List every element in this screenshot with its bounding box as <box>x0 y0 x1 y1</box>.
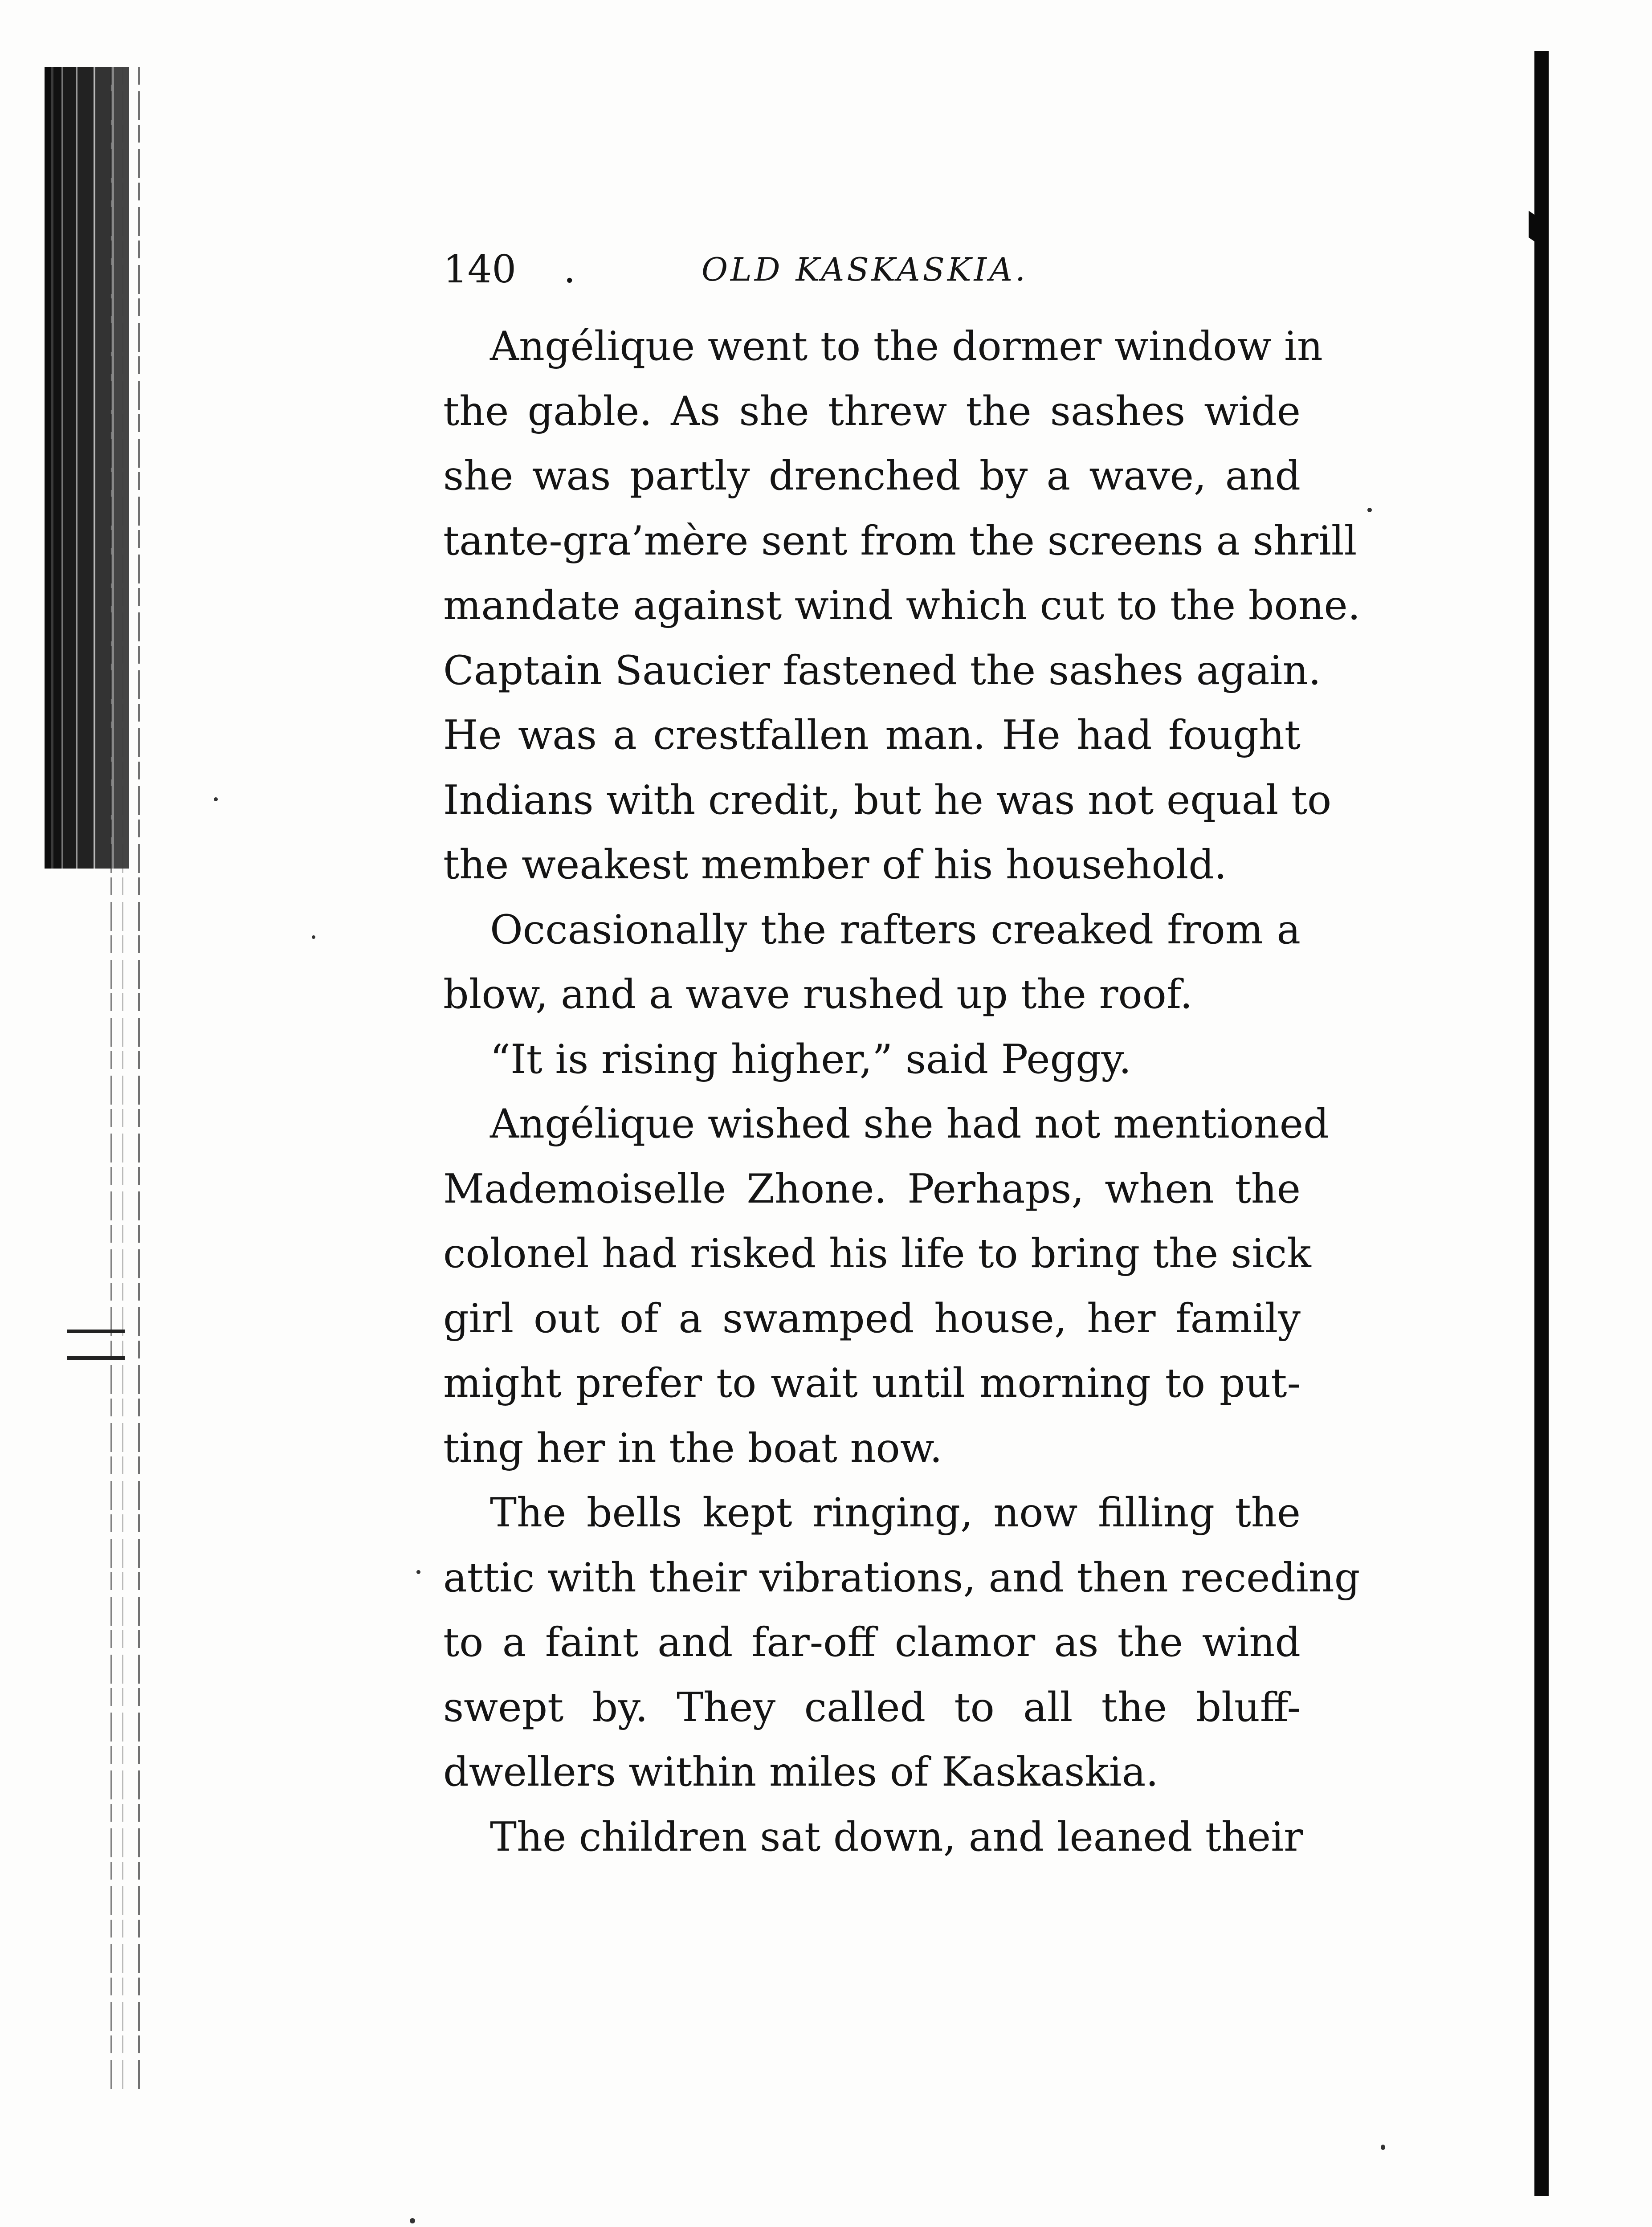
text-line: The children sat down, and leaned their <box>490 1813 1303 1860</box>
text-line: ting her in the boat now. <box>443 1424 942 1472</box>
text-line: attic with their vibrations, and then receding <box>443 1554 1360 1601</box>
body-text <box>443 314 1361 1869</box>
text-line: Angélique went to the dormer window in <box>490 323 1323 370</box>
text-line: tante-gra’mère sent from the screens a shrill <box>443 517 1357 564</box>
text-line: Occasionally the rafters creaked from a <box>490 906 1301 953</box>
scan-speck <box>410 2218 415 2223</box>
scan-speck <box>1381 2145 1385 2150</box>
running-head-dot: . <box>563 247 576 292</box>
text-line: the gable. As she threw the sashes wide <box>443 387 1301 435</box>
text-line: Captain Saucier fastened the sashes again. <box>443 647 1322 694</box>
text-line: He was a crestfallen man. He had fought <box>443 712 1301 759</box>
text-line: blow, and a wave rushed up the roof. <box>443 971 1193 1018</box>
text-line: Angélique wished she had not mentioned <box>490 1101 1329 1147</box>
running-title: OLD KASKASKIA. <box>702 251 1028 288</box>
text-line: the weakest member of his household. <box>443 841 1227 888</box>
binding-gutter-noise <box>102 67 169 2093</box>
text-line: dwellers within miles of Kaskaskia. <box>443 1749 1158 1795</box>
text-line: to a faint and far-off clamor as the wind <box>443 1619 1301 1666</box>
gutter-mark <box>67 1356 125 1360</box>
text-line: “It is rising higher,” said Peggy. <box>490 1036 1132 1083</box>
running-head <box>443 245 1298 294</box>
text-line: girl out of a swamped house, her family <box>443 1295 1301 1342</box>
scan-speck <box>214 797 218 801</box>
text-line: colonel had risked his life to bring the sick <box>443 1230 1311 1277</box>
text-line: mandate against wind which cut to the bone. <box>443 582 1361 629</box>
text-line: swept by. They called to all the bluff- <box>443 1684 1301 1731</box>
text-line: she was partly drenched by a wave, and <box>443 453 1301 499</box>
text-line: Mademoiselle Zhone. Perhaps, when the <box>443 1165 1301 1212</box>
text-line: might prefer to wait until morning to put- <box>443 1360 1301 1407</box>
scan-speck <box>416 1570 420 1574</box>
page-number: 140 <box>443 247 517 292</box>
page-edge-notch <box>1529 211 1538 244</box>
page-right-edge <box>1534 51 1549 2196</box>
text-line: The bells kept ringing, now filling the <box>490 1489 1301 1536</box>
scan-speck <box>1367 508 1372 512</box>
text-line: Indians with credit, but he was not equal to <box>443 776 1332 824</box>
scan-speck <box>312 935 315 939</box>
gutter-mark <box>67 1330 125 1333</box>
